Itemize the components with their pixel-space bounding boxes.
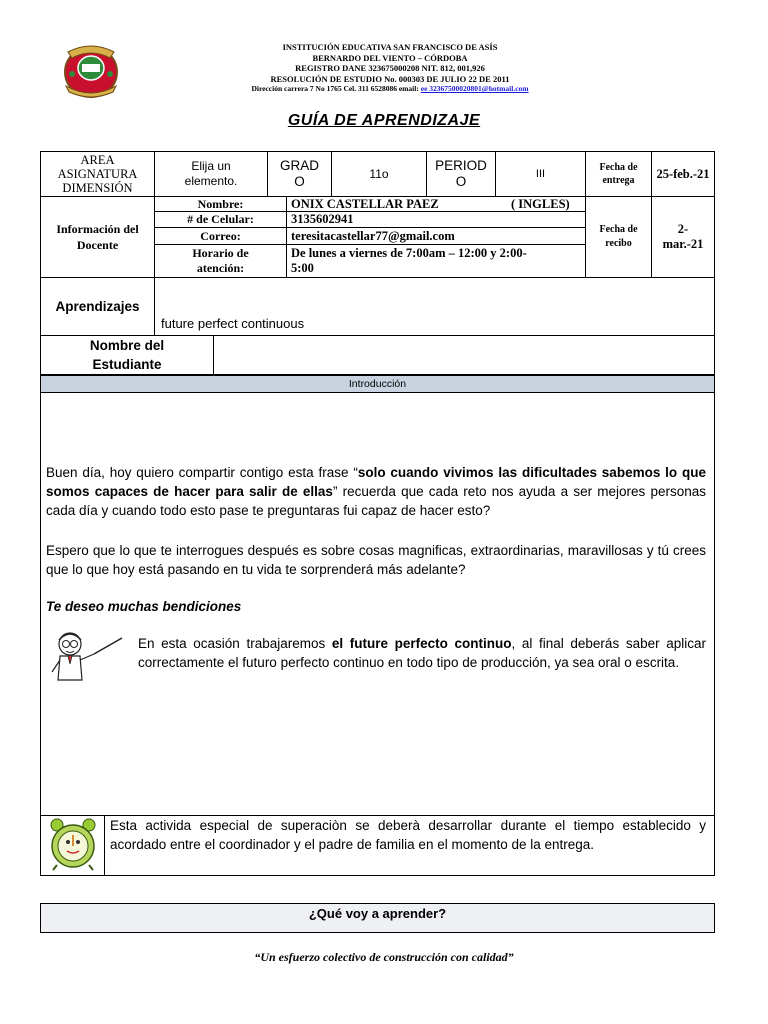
header-address: Dirección carrera 7 No 1765 Cel. 311 6528086 email: <box>251 84 419 93</box>
nombre-subject: ( INGLES) <box>511 197 570 211</box>
school-logo <box>58 38 124 100</box>
correo-label: Correo: <box>154 227 287 245</box>
intro-topic: el future perfecto continuo <box>331 636 512 651</box>
intro-section-header: Introducción <box>40 375 715 393</box>
clock-divider <box>104 815 105 875</box>
periodo-label: PERIOD O <box>426 151 496 197</box>
fecha-recibo-value: 2-mar.-21 <box>651 196 715 278</box>
grado-label: GRAD O <box>267 151 332 197</box>
fecha-entrega-value: 25-feb.-21 <box>651 151 715 197</box>
intro-p3-start: En esta ocasión trabajaremos <box>138 636 332 651</box>
clock-illustration-icon <box>47 817 99 871</box>
estudiante-name-field[interactable] <box>213 335 715 375</box>
intro-paragraph-3 <box>138 634 706 672</box>
grado-value: 11o <box>331 151 427 197</box>
header-line-2: BERNARDO DEL VIENTO – CÓRDOBA <box>312 52 468 63</box>
blessing-text: Te deseo muchas bendiciones <box>46 599 242 614</box>
intro-p1-end: ” recuerda que cada reto nos ayuda a ser mejores personas cada día y cuando todo esto pase te preguntaras fui capaz de hacer esto? <box>46 484 706 518</box>
header-line-1: INSTITUCIÓN EDUCATIVA SAN FRANCISCO DE ASÍS <box>282 42 498 52</box>
header-line-3: REGISTRO DANE 323675000208 NIT. 812, 001,926 <box>295 63 485 73</box>
fecha-recibo-label: Fecha de recibo <box>585 196 652 278</box>
que-voy-aprender-header: ¿Qué voy a aprender? <box>40 903 715 933</box>
nombre-cell <box>286 196 586 212</box>
docente-label: Información del Docente <box>40 196 155 278</box>
aprendizajes-label: Aprendizajes <box>40 277 155 336</box>
header-email-link[interactable]: ee 32367500020801@hotmail.com <box>420 84 529 93</box>
estudiante-label: Nombre del Estudiante <box>40 335 214 375</box>
nombre-value: ONIX CASTELLAR PAEZ <box>291 197 439 211</box>
intro-p3-end: , al final deberás saber aplicar correctamente el futuro perfecto continuo en todo tipo de producción, ya sea oral o escrita. <box>138 636 706 670</box>
area-label: AREA ASIGNATURA DIMENSIÓN <box>40 151 155 197</box>
institution-header <box>150 42 630 95</box>
fecha-entrega-label: Fecha de entrega <box>585 151 652 197</box>
teacher-illustration-icon <box>48 628 126 686</box>
page-title: GUÍA DE APRENDIZAJE <box>287 112 481 129</box>
header-line-5 <box>150 84 630 95</box>
periodo-value: III <box>495 151 586 197</box>
header-line-4: RESOLUCIÓN DE ESTUDIO No. 000303 DE JULIO 22 DE 2011 <box>270 73 510 84</box>
nombre-label: Nombre: <box>154 196 287 212</box>
intro-paragraph-1 <box>46 463 706 520</box>
horario-value: De lunes a viernes de 7:00am – 12:00 y 2:00- 5:00 <box>286 244 586 278</box>
horario-label: Horario de atención: <box>154 244 287 278</box>
celular-label: # de Celular: <box>154 211 287 228</box>
celular-value: 3135602941 <box>286 211 586 228</box>
area-dropdown[interactable]: Elija un elemento. <box>154 151 268 197</box>
correo-value: teresitacastellar77@gmail.com <box>286 227 586 245</box>
footer-slogan: “Un esfuerzo colectivo de construcción con calidad” <box>254 950 514 964</box>
intro-paragraph-2: Espero que lo que te interrogues después es sobre cosas magnificas, extraordinarias, maravillosas y tú crees que lo que hoy está pasando en tu vida te sorprenderá más adelante? <box>46 543 706 577</box>
intro-quote: solo cuando vivimos las dificultades sabemos lo que somos capaces de hacer para salir de ellas <box>46 465 706 499</box>
intro-paragraph-4: Esta activida especial de superaciòn se deberà desarrollar durante el tiempo establecido y acordado entre el coordinador y el padre de familia en el momento de la entrega. <box>110 818 706 852</box>
aprendizajes-value: future perfect continuous <box>154 277 715 336</box>
intro-p1-start: Buen día, hoy quiero compartir contigo esta frase “ <box>46 465 358 480</box>
